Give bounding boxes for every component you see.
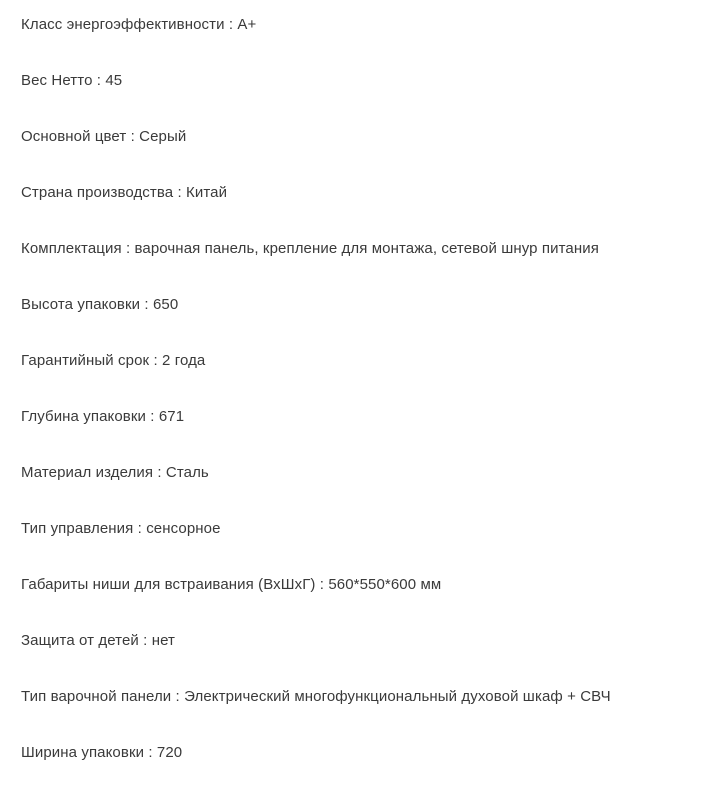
spec-value: нет <box>151 632 176 649</box>
spec-separator: : <box>153 464 166 481</box>
spec-label: Защита от детей <box>21 632 139 649</box>
spec-separator: : <box>224 16 238 33</box>
spec-label: Материал изделия <box>21 464 154 481</box>
spec-label: Тип варочной панели <box>21 688 172 705</box>
spec-separator: : <box>146 408 159 425</box>
spec-value: 720 <box>156 744 183 761</box>
spec-separator: : <box>171 688 185 705</box>
spec-row-niche-dimensions <box>21 574 701 596</box>
spec-label: Габариты ниши для встраивания (ВхШхГ) <box>21 576 316 593</box>
spec-label: Страна производства <box>21 184 174 201</box>
spec-row-main-color <box>21 126 701 148</box>
spec-row-warranty <box>21 350 701 372</box>
spec-value: 560*550*600 мм <box>328 576 442 593</box>
spec-value: A+ <box>237 16 257 33</box>
spec-list <box>21 14 701 764</box>
spec-label: Ширина упаковки <box>21 744 145 761</box>
spec-separator: : <box>315 576 329 593</box>
spec-row-package-contents <box>21 238 701 260</box>
spec-row-control-type <box>21 518 701 540</box>
spec-value: варочная панель, крепление для монтажа, сетевой шнур питания <box>134 240 599 257</box>
spec-separator: : <box>126 128 140 145</box>
spec-label: Тип управления <box>21 520 134 537</box>
spec-label: Основной цвет <box>21 128 127 145</box>
spec-label: Класс энергоэффективности <box>21 16 225 33</box>
spec-row-country <box>21 182 701 204</box>
spec-label: Комплектация <box>21 240 122 257</box>
spec-separator: : <box>133 520 147 537</box>
spec-separator: : <box>149 352 162 369</box>
spec-separator: : <box>140 296 153 313</box>
spec-value: сенсорное <box>146 520 221 537</box>
spec-separator: : <box>121 240 135 257</box>
spec-value: 650 <box>152 296 179 313</box>
spec-row-package-width <box>21 742 701 764</box>
spec-value: Электрический многофункциональный духовой шкаф + СВЧ <box>184 688 611 705</box>
spec-value: Китай <box>186 184 228 201</box>
spec-separator: : <box>144 744 157 761</box>
spec-row-hob-type <box>21 686 701 708</box>
spec-row-child-lock <box>21 630 701 652</box>
spec-value: 2 года <box>162 352 206 369</box>
spec-separator: : <box>92 72 106 89</box>
spec-value: 45 <box>105 72 123 89</box>
spec-value: Серый <box>139 128 187 145</box>
spec-label: Высота упаковки <box>21 296 141 313</box>
spec-separator: : <box>173 184 187 201</box>
spec-label: Гарантийный срок <box>21 352 150 369</box>
spec-label: Вес Нетто <box>21 72 93 89</box>
spec-row-energy-class <box>21 14 701 36</box>
spec-value: 671 <box>158 408 185 425</box>
spec-row-net-weight <box>21 70 701 92</box>
spec-separator: : <box>138 632 152 649</box>
spec-label: Глубина упаковки <box>21 408 147 425</box>
spec-row-package-depth <box>21 406 701 428</box>
spec-row-package-height <box>21 294 701 316</box>
spec-value: Сталь <box>165 464 209 481</box>
spec-row-material <box>21 462 701 484</box>
